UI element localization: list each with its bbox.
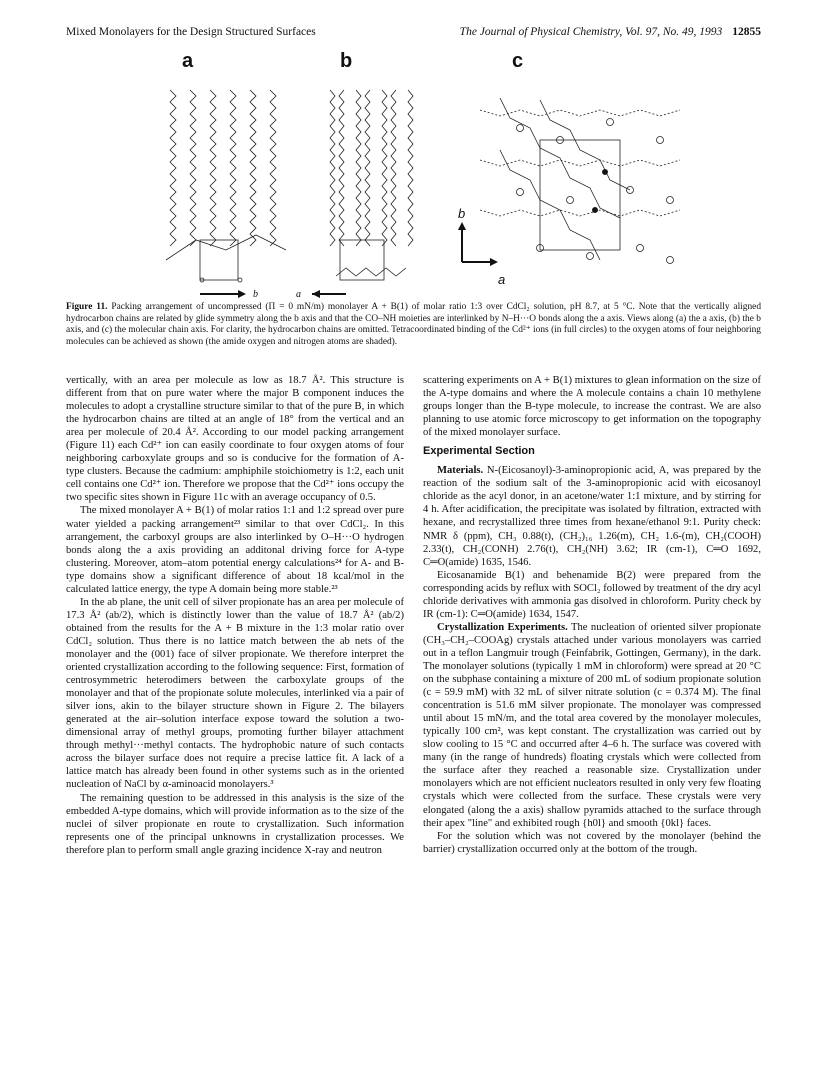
left-paragraph-1: vertically, with an area per molecule as low as 18.7 Å². This structure is different from that on pure water where the major B component induces the molecules to adopt a crystalline structure similar to that of the pure B, in which the hydrocarbon chains are tilted at an angle of 18° from the vertical and an area per molecule of 20.4 Å². According to our model packing arrangement (Figure 11) each Cd²⁺ ion can easily coordinate to four oxygen atoms of four neighboring carboxylate groups and so is conducive for the formation of A-type clusters. Because the cadmium: amphiphile stoichiometry is 1:2, each unit cell contains one Cd²⁺ ion. Therefore we propose that the Cd²⁺ ions occupy the two specific sites shown in Figure 11c with an average occupancy of 0.5. xyxy=(66,375,404,504)
figure-11-packing-diagram xyxy=(140,80,700,302)
running-header xyxy=(66,26,761,42)
crystallization-run-in-head: Crystallization Experiments. xyxy=(437,621,568,633)
axis-label-a: a xyxy=(296,289,301,300)
panel-a-chains xyxy=(166,90,286,282)
axis-label-b: b xyxy=(253,289,258,300)
axis-arrows xyxy=(200,228,492,294)
panel-label-b: b xyxy=(340,50,353,72)
panel-c-axis-label-a: a xyxy=(498,272,506,287)
caption-label: Figure 11. xyxy=(66,302,108,312)
panel-label-c: c xyxy=(512,50,524,72)
header-article-title: Mixed Monolayers for the Design Structured Surfaces xyxy=(66,26,316,38)
header-journal-citation xyxy=(460,26,761,38)
header-journal: The Journal of Physical Chemistry, Vol. 97, No. 49, 1993 xyxy=(459,26,723,38)
left-paragraph-2: The mixed monolayer A + B(1) of molar ratios 1:1 and 1:2 spread over pure water yielded a packing arrangement²³ similar to that over CdCl₂. In this arrangement, the carboxyl groups are also interlinked by O–H···O hydrogen bonds along the a axis providing an additonal driving force for A-type clustering. Moreover, atom–atom potential energy calculations²⁴ for A- and B-type domains show a significant difference of about 18 kcal/mol in the calculated lattice energy, the type A domain being more stable.²³ xyxy=(66,505,404,595)
right-paragraph-1: scattering experiments on A + B(1) mixtures to glean information on the size of the A-type domains and where the A molecule contains a chain 10 methylene groups longer than the B-type molecule, to increase the contrast. We are also planning to use atomic force microscopy to get information on the topography of the mixed monolayer surface. xyxy=(423,375,761,439)
left-paragraph-4: The remaining question to be addressed in this analysis is the size of the embedded A-type domains, which will provide information as to the size of the nuclei of silver propionate en route to crystallization. Such information represents one of the principal unknowns in crystallization processes. We therefore plan to perform small angle grazing incidence X-ray and neutron xyxy=(66,792,404,856)
left-column xyxy=(66,374,404,857)
panel-b-chains xyxy=(330,90,413,280)
figure-caption xyxy=(66,302,761,348)
section-heading-experimental: Experimental Section xyxy=(423,445,535,458)
right-paragraph-last: For the solution which was not covered by the monolayer (behind the barrier) crystallization occurred only at the bottom of the trough. xyxy=(423,830,761,855)
panel-label-a: a xyxy=(182,50,194,72)
panel-c-network xyxy=(480,98,680,264)
crystallization-text: The nucleation of oriented silver propionate (CH₃–CH₂–COOAg) crystals attached under various monolayers was carried out in a teflon Langmuir trough (Feinfabrik, Gottingen, Germany), in the dark. The monolayer solutions (typically 1 mM in chloroform) were spread at 20 °C on the subphase containing a mixture of 200 mL of sodium propionate solution (c = 59.9 mM) with 32 mL of silver nitrate solution (c = 0.374 M). The final concentration is 51.6 mM silver propionate. The monolayer was compressed until about 15 mN/m, and the total area covered by the monolayer molecules, typically 100 cm², was kept constant. The crystallization was carried out by slow cooling to 15 °C and occurred after 4–6 h. The surface was covered with many (in the range of hundreds) floating crystals which were collected from the surface after they reached a reasonable size. Crystallization under monolayers which are not efficient nucleators resulted in only very few floating crystals which were collected from the surface. These crystals were very elongated (along the a axis) shallow pyramids attached to the surface through their apex "line" and exhibited rough {h0l} and smooth {0kl} faces. xyxy=(423,621,761,829)
panel-c-axis-label-b: b xyxy=(458,206,466,221)
eicosanamide-paragraph: Eicosanamide B(1) and behenamide B(2) were prepared from the corresponding acids by reflux with SOCl₂ followed by treatment of the dry acyl chloride derivatives with ammonia gas disolved in chloroform. Purity check by IR (cm-1): C═O(amide) 1634, 1547. xyxy=(423,569,761,620)
right-column xyxy=(423,374,761,856)
caption-text: Packing arrangement of uncompressed (Π = 0 mN/m) monolayer A + B(1) of molar ratio 1:3 over CdCl₂ solution, pH 8.7, at 5 °C. Note that the vertically aligned hydrocarbon chains are related by glide symmetry along the b axis and that the CO–NH moieties are interlinked by N–H···O bonds along the a axis. Views along (a) the a axis, (b) the b axis, and (c) the molecular chain axis. For clarity, the hydrocarbon chains are omitted. Tetracoordinated binding of the Cd²⁺ ions (in full circles) to the oxygen atoms of four neighboring molecules can be achieved as shown (the amide oxygen and nitrogen atoms are shaded). xyxy=(66,302,762,347)
materials-text: N-(Eicosanoyl)-3-aminopropionic acid, A, was prepared by the reaction of the sodium salt of the 3-aminopropionic acid with eicosanoyl chloride as the acyl donor, in an acetone/water 1:1 mixture, and by stirring for 4 h. After acidification, the precipitate was isolated by filtration, extracted with hexane, and recrystallized three times from hexane/ethanol 9:1. Purity check: NMR δ (ppm), CH₃ 0.88(t), (CH₂)₁₆ 1.26(m), CH₂ 1.6-(m), CH₂(COOH) 2.33(t), CH₂(CONH) 2.76(t), CH₂(NH) 3.62; IR (cm-1), C═O 1692, C═O(amide) 1635, 1546. xyxy=(423,465,761,568)
materials-paragraph xyxy=(423,464,761,568)
page-number: 12855 xyxy=(732,26,761,38)
crystallization-paragraph xyxy=(423,621,761,830)
materials-run-in-head: Materials. xyxy=(437,465,484,477)
left-paragraph-3: In the ab plane, the unit cell of silver propionate has an area per molecule of 17.3 Å² (ab/2), which is distinctly lower than the value of 18.7 Å² (ab/2) obtained from the results for the A + B mixture in the 1:3 molar ratio over CdCl₂ solution. Thus there is no lattice match between the ab nets of the monolayer and the (001) face of silver propionate. We therefore interpret the oriented crystallization according to the following sequence: First, formation of centrosymmetric heterodimers between the carboxylate groups of the monolayer and that of the propionate solute molecules, interlinked via a pair of silver ions, akin to the bilayer structure shown in Figure 2. The bilayers generated at the air–solution interface expose toward the solution a two-dimensional array of methyl groups, promoting further bilayer attachment through methyl···methyl contacts. The hydrophobic nature of such contacts across the bilayer surface does not require a precise lattice fit. A lack of a lattice match has already been found in other systems such as in the oriented nucleation of NaCl by α-aminoacid monolayers.³ xyxy=(66,596,404,791)
